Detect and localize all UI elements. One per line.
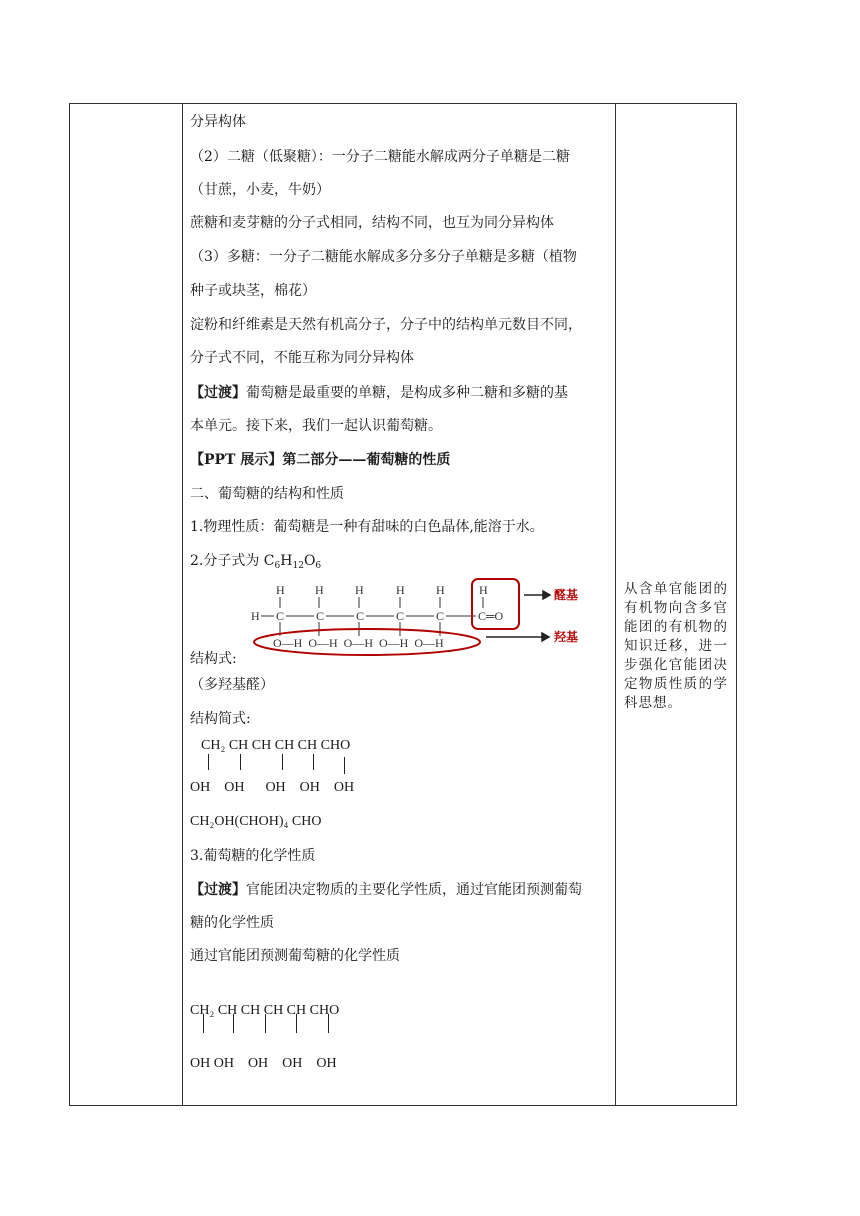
c-o-group: C═O [478, 609, 504, 623]
text-line-4: 蔗糖和麦芽糖的分子式相同，结构不同，也互为同分异构体 [190, 215, 554, 231]
chain-2-top: CH₂ CH CH CH CH CHO [190, 1003, 340, 1018]
h-top-3: H [355, 583, 364, 597]
h-top-2: H [315, 583, 324, 597]
c-3: C [356, 609, 365, 623]
molecular-formula: 2.分子式为 $C_6H_{12}O_6$ [190, 553, 322, 571]
text-line-1: 分异构体 [190, 114, 246, 130]
condensed-formula: CH₂OH(CHOH)₄ CHO [190, 814, 322, 829]
h-top-5: H [436, 583, 445, 597]
glucose-structure-diagram [245, 575, 590, 660]
chain-2-bond [203, 1014, 204, 1033]
transition-tag: 【过渡】 [190, 882, 246, 898]
predict-line: 通过官能团预测葡萄糖的化学性质 [190, 948, 400, 964]
transition-2b: 糖的化学性质 [190, 915, 274, 931]
column-divider-left [182, 104, 183, 1105]
text-line-7: 淀粉和纤维素是天然有机高分子，分子中的结构单元数目不同， [190, 317, 582, 333]
chain-1-bottom: OH OH OH OH OH [190, 780, 355, 795]
transition-tag: 【过渡】 [190, 385, 246, 401]
chain-1-bond [344, 757, 345, 774]
transition-1b: 本单元。接下来，我们一起认识葡萄糖。 [190, 418, 442, 434]
h-top-1: H [276, 583, 285, 597]
chain-2-bond [265, 1014, 266, 1033]
chain-1-bond [240, 754, 241, 770]
polyhydroxy-aldehyde: （多羟基醛） [190, 677, 274, 693]
text-line-3: （甘蔗，小麦，牛奶） [190, 182, 330, 198]
chemical-properties: 3.葡萄糖的化学性质 [190, 848, 316, 864]
c-1: C [276, 609, 285, 623]
chain-2-bond [296, 1014, 297, 1033]
c-5: C [436, 609, 445, 623]
ppt-heading: 【PPT 展示】第二部分——葡萄糖的性质 [190, 452, 451, 468]
aldehyde-label: 醛基 [554, 588, 579, 602]
hydroxyl-label: 羟基 [554, 630, 579, 644]
transition-2a [190, 881, 582, 899]
h-top-4: H [396, 583, 405, 597]
text-line-5: （3）多糖：一分子二糖能水解成多分多分子单糖是多糖（植物 [190, 249, 577, 265]
text-line-8: 分子式不同，不能互称为同分异构体 [190, 350, 414, 366]
column-divider-right [615, 104, 616, 1105]
physical-properties: 1.物理性质：葡萄糖是一种有甜味的白色晶体,能溶于水。 [190, 519, 544, 535]
oh-row: O—H O—H O—H O—H O—H [273, 636, 444, 650]
text-line-6: 种子或块茎，棉花） [190, 283, 316, 299]
text-line-2: （2）二糖（低聚糖）：一分子二糖能水解成两分子单糖是二糖 [190, 149, 570, 165]
chain-2-bond [233, 1014, 234, 1033]
transition-text: 葡萄糖是最重要的单糖，是构成多种二糖和多糖的基 [246, 385, 568, 401]
h-aldehyde: H [479, 583, 488, 597]
chain-2-bond [328, 1014, 329, 1033]
formula-prefix: 2.分子式为 C [190, 553, 275, 569]
chain-1-bond [313, 754, 314, 770]
chain-1-bond [282, 754, 283, 770]
transition-1a [190, 384, 568, 402]
chain-2-bottom: OH OH OH OH OH [190, 1056, 337, 1071]
design-intent-note: 从含单官能团的有机物向含多官能团的有机物的知识迁移，进一步强化官能团决定物质性质的学科思想。 [624, 581, 728, 711]
structure-label: 结构式: [190, 651, 237, 667]
h-left: H [251, 609, 260, 623]
c-4: C [396, 609, 405, 623]
simplified-label: 结构简式: [190, 711, 251, 727]
chain-1-top: CH₂ CH CH CH CH CHO [201, 738, 351, 753]
transition-text: 官能团决定物质的主要化学性质，通过官能团预测葡萄 [246, 882, 582, 898]
section-title: 二、葡萄糖的结构和性质 [190, 486, 344, 502]
c-2: C [316, 609, 325, 623]
chain-1-bond [208, 754, 209, 770]
